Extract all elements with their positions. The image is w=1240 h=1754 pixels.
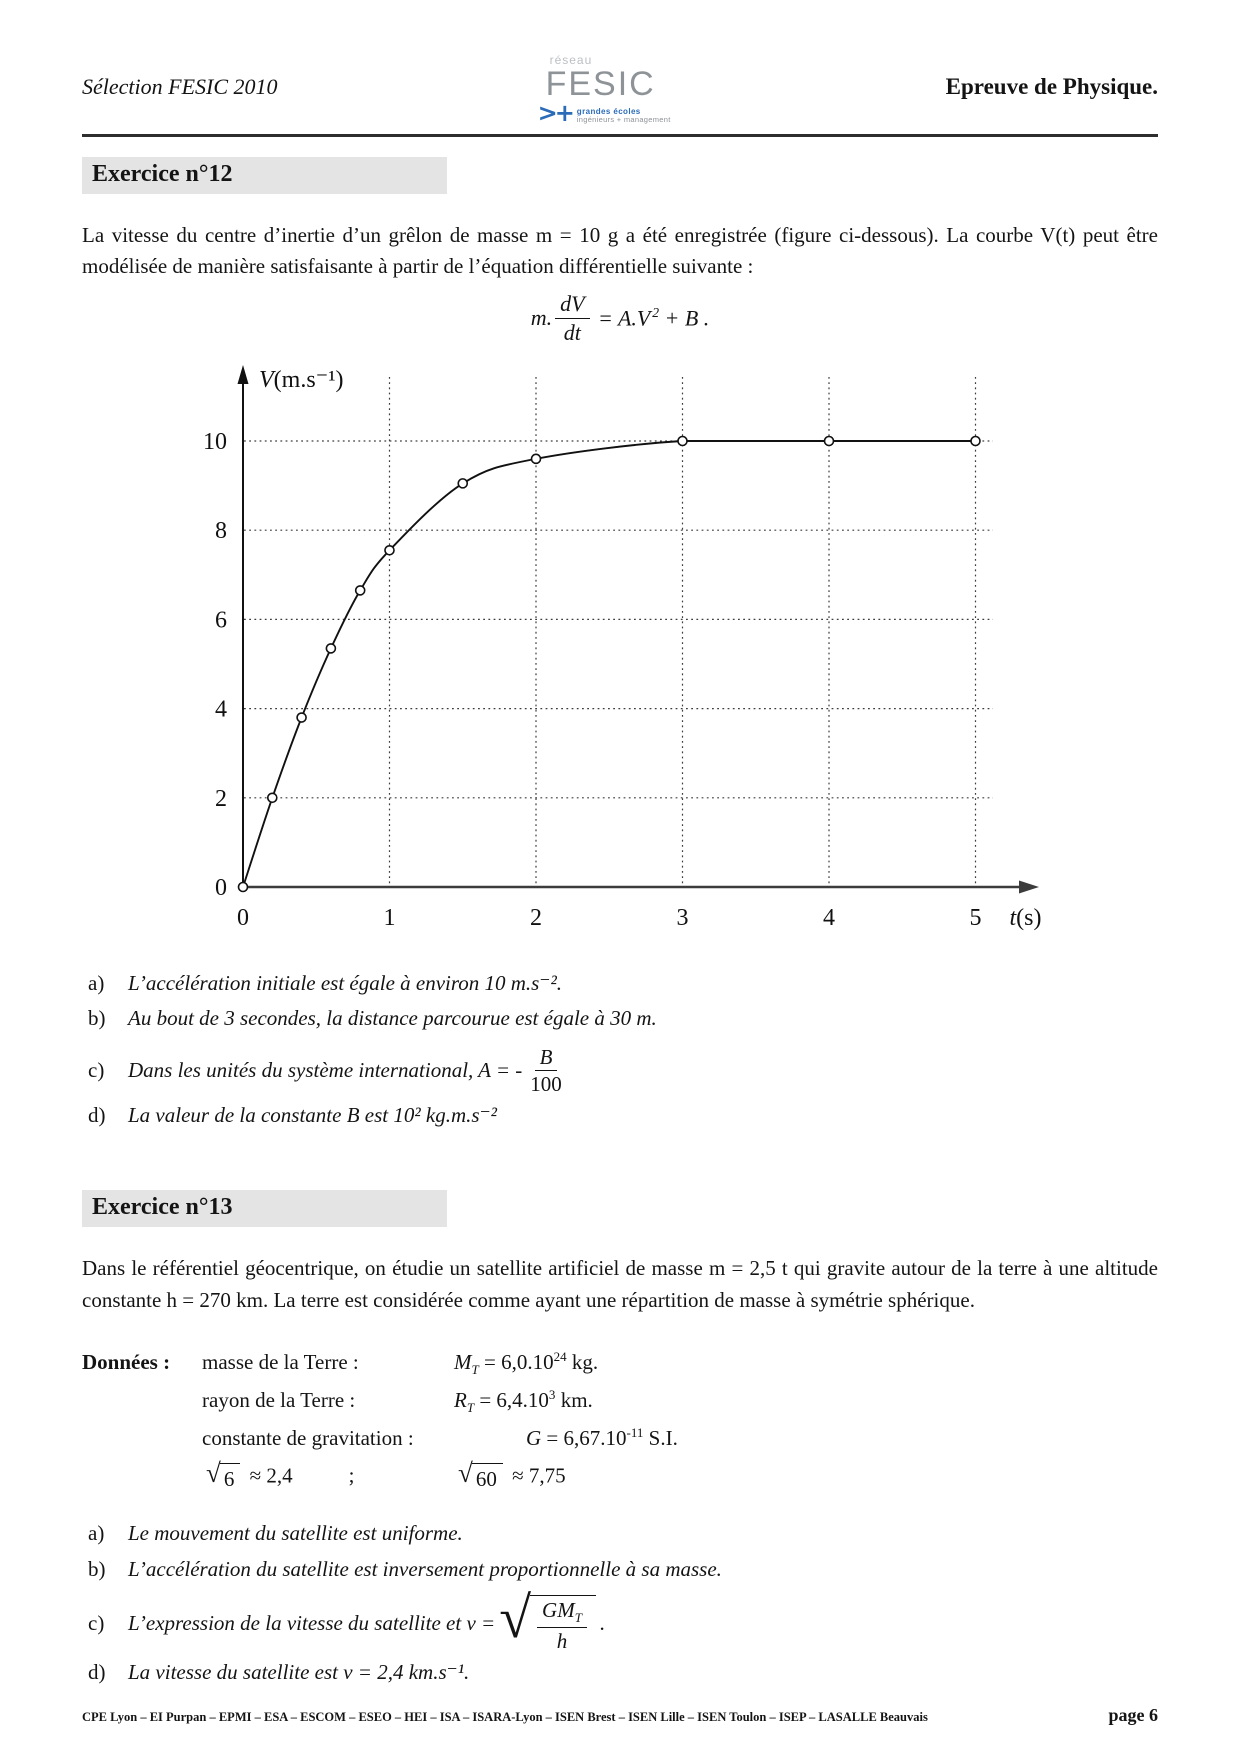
doc-title: Sélection FESIC 2010 [82,74,278,99]
logo-tagline [537,99,702,127]
svg-text:8: 8 [215,518,227,545]
exercise-13-title: Exercice n°13 [82,1190,447,1227]
item-d: d) La vitesse du satellite est v = 2,4 km.s⁻¹. [88,1660,470,1685]
svg-text:4: 4 [823,904,835,931]
svg-text:2: 2 [530,904,542,931]
satellite-speed-sqrt: √ $\frac{GM_T}{h}$ [499,1595,596,1653]
schools-list: CPE Lyon – EI Purpan – EPMI – ESA – ESCOM – ESEO – HEI – ISA – ISARA-Lyon – ISEN Brest – ISEN Lille – ISEN Toulon – ISEP – LASALLE Beauvais [82,1710,928,1724]
page-header [82,53,1158,127]
logo-arrow-plus-icon: >+ [537,99,572,127]
header-rule [82,134,1158,137]
exercise-12-items [82,968,1158,1132]
b-over-100-fraction: $\frac{B}{100}$ [530,1044,562,1097]
svg-text:0: 0 [215,874,227,901]
donnees-label: Données : [82,1349,171,1374]
item-b: b) Au bout de 3 secondes, la distance parcourue est égale à 30 m. [88,1006,657,1031]
exercise-13-intro: Dans le référentiel géocentrique, on étudie un satellite artificiel de masse m = 2,5 t qui gravite autour de la terre à une altitude constante h = 270 km. La terre est considérée comme ayant une répartition de masse à symétrie sphérique. [82,1255,1158,1312]
exercise-12-title: Exercice n°12 [82,157,447,194]
svg-text:5: 5 [969,904,982,931]
exercise-12 [82,157,1158,1132]
svg-text:4: 4 [215,696,227,723]
item-b: b) L’accélération du satellite est inversement proportionnelle à sa masse. [88,1556,722,1581]
donnee-name-1: masse de la Terre : [202,1349,359,1374]
sqrt6-approx: √ 6 ≈ 2,4 ; [206,1458,355,1492]
page-number: page 6 [1108,1705,1158,1725]
exercise-13-items [82,1518,1158,1689]
item-d: d) La valeur de la constante B est 10² kg.m.s⁻² [88,1103,497,1128]
svg-text:2: 2 [215,785,227,812]
equation-rhs: = A.V $^2$ + B . [598,304,710,331]
differential-equation [82,291,1158,345]
dv-dt-fraction: $\frac{dV}{dt}$ [555,291,589,345]
exercise-12-intro: La vitesse du centre d’inertie d’un grêlon de masse m = 10 g a été enregistrée (figure ci-dessous). La courbe V(t) peut être modélisée de manière satisfaisante à partir de l’équation différentielle suivante : [82,222,1158,279]
svg-text:10: 10 [203,428,227,455]
svg-text:6: 6 [215,607,227,634]
exercise-13 [82,1190,1158,1689]
chart-svg [148,355,1068,947]
item-c: c) Dans les unités du système international, A = - $\frac{B}{100}$ [82,1045,1158,1096]
donnee-formula-3: $G = 6,67.10^{-11}$ S.I. [526,1424,678,1450]
page-footer [82,1705,1158,1726]
donnee-name-2: rayon de la Terre : [202,1387,356,1412]
donnee-formula-1: $M_T = 6,0.10^{24}$ kg. [454,1348,599,1377]
item-c: c) L’expression de la vitesse du satellite et v = √ $\frac{GM_T}{h}$ . [88,1585,606,1654]
sqrt60-approx: √ 60 ≈ 7,75 [458,1458,566,1492]
equation-lhs: m. [530,305,553,331]
logo-fesic-text: FESIC [545,65,656,103]
donnee-formula-2: $R_T = 6,4.10^3$ km. [454,1386,593,1415]
svg-text:1: 1 [383,904,396,931]
donnee-name-3: constante de gravitation : [202,1425,414,1450]
svg-text:0: 0 [237,904,249,931]
item-a: a) Le mouvement du satellite est uniforme. [88,1521,463,1546]
svg-text:V(m.s⁻¹): V(m.s⁻¹) [259,366,344,393]
item-a: a) L’accélération initiale est égale à environ 10 m.s⁻². [88,970,562,995]
svg-text:3: 3 [676,904,689,931]
velocity-time-chart [148,355,1158,952]
subject-title: Epreuve de Physique. [945,74,1158,99]
logo-tagline-1: grandes écoles [576,107,641,116]
svg-text:t(s): t(s) [1009,904,1042,931]
fesic-logo [522,53,702,127]
logo-reseau-text: réseau [549,53,593,67]
donnees-block [82,1349,1158,1493]
logo-tagline-2: ingénieurs + management [576,115,671,124]
